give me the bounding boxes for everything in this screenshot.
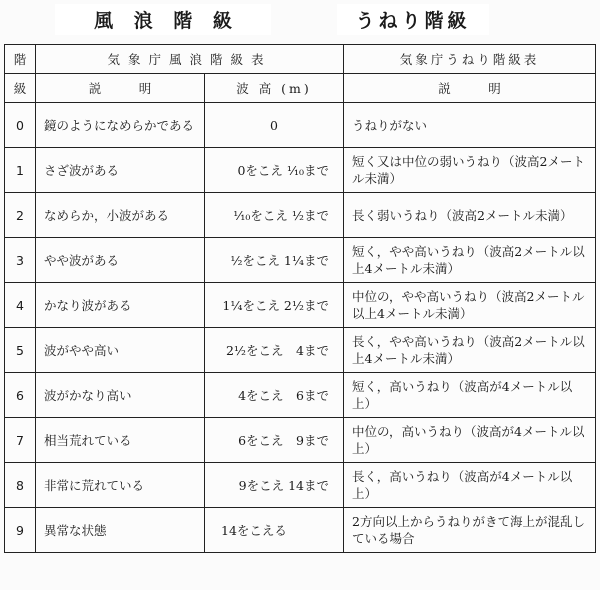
table-row xyxy=(5,148,596,193)
wave-height-cell: 6をこえ 9まで xyxy=(205,418,344,463)
level-cell: 3 xyxy=(5,238,36,283)
swell-description-cell: 2方向以上からうねりがきて海上が混乱している場合 xyxy=(344,508,596,553)
swell-description-cell: 短く又は中位の弱いうねり（波高2メートル未満） xyxy=(344,148,596,193)
wind-description-cell: やや波がある xyxy=(36,238,205,283)
table-row xyxy=(5,508,596,553)
table-row xyxy=(5,373,596,418)
table-row xyxy=(5,238,596,283)
wind-description-header: 説 明 xyxy=(36,74,205,103)
wind-description-cell: 相当荒れている xyxy=(36,418,205,463)
wave-height-cell: ½をこえ 1¼まで xyxy=(205,238,344,283)
level-cell: 9 xyxy=(5,508,36,553)
swell-description-cell: 中位の，やや高いうねり（波高2メートル以上4メートル未満） xyxy=(344,283,596,328)
table-row xyxy=(5,193,596,238)
table-row xyxy=(5,283,596,328)
level-cell: 5 xyxy=(5,328,36,373)
level-cell: 6 xyxy=(5,373,36,418)
wind-description-cell: 鏡のようになめらかである xyxy=(36,103,205,148)
wind-description-cell: さざ波がある xyxy=(36,148,205,193)
wind-description-cell: なめらか，小波がある xyxy=(36,193,205,238)
wave-height-cell: 2½をこえ 4まで xyxy=(205,328,344,373)
wave-height-cell: 4をこえ 6まで xyxy=(205,373,344,418)
swell-scale-title: うねり階級 xyxy=(337,4,489,35)
level-cell: 7 xyxy=(5,418,36,463)
wind-wave-scale-title: 風 浪 階 級 xyxy=(55,4,271,35)
level-cell: 4 xyxy=(5,283,36,328)
wind-description-cell: 異常な状態 xyxy=(36,508,205,553)
wave-height-cell: 0をこえ ⅒まで xyxy=(205,148,344,193)
swell-description-cell: うねりがない xyxy=(344,103,596,148)
swell-table-header: 気象庁うねり階級表 xyxy=(344,45,596,74)
table-row xyxy=(5,418,596,463)
header-row-1 xyxy=(5,45,596,74)
swell-description-cell: 長く弱いうねり（波高2メートル未満） xyxy=(344,193,596,238)
level-cell: 0 xyxy=(5,103,36,148)
swell-description-cell: 短く，高いうねり（波高が4メートル以上） xyxy=(344,373,596,418)
level-header-top: 階 xyxy=(5,45,36,74)
header-row-2 xyxy=(5,74,596,103)
swell-description-cell: 長く，やや高いうねり（波高2メートル以上4メートル未満） xyxy=(344,328,596,373)
wave-scale-table xyxy=(4,44,596,553)
level-header-bottom: 級 xyxy=(5,74,36,103)
wave-height-cell: ⅒をこえ ½まで xyxy=(205,193,344,238)
swell-description-cell: 長く，高いうねり（波高が4メートル以上） xyxy=(344,463,596,508)
wind-description-cell: かなり波がある xyxy=(36,283,205,328)
swell-description-header: 説 明 xyxy=(344,74,596,103)
wave-height-cell: 9をこえ 14まで xyxy=(205,463,344,508)
level-cell: 8 xyxy=(5,463,36,508)
table-row xyxy=(5,463,596,508)
wind-description-cell: 非常に荒れている xyxy=(36,463,205,508)
swell-description-cell: 短く，やや高いうねり（波高2メートル以上4メートル未満） xyxy=(344,238,596,283)
swell-description-cell: 中位の，高いうねり（波高が4メートル以上） xyxy=(344,418,596,463)
wave-height-cell: 0 xyxy=(205,103,344,148)
level-cell: 2 xyxy=(5,193,36,238)
wave-height-cell: 1¼をこえ 2½まで xyxy=(205,283,344,328)
wave-height-cell: 14をこえる xyxy=(205,508,344,553)
level-cell: 1 xyxy=(5,148,36,193)
wind-description-cell: 波がやや高い xyxy=(36,328,205,373)
table-row xyxy=(5,328,596,373)
wave-height-header: 波 高 (m) xyxy=(205,74,344,103)
wind-wave-table-header: 気象庁風浪階級表 xyxy=(36,45,344,74)
table-row xyxy=(5,103,596,148)
wind-description-cell: 波がかなり高い xyxy=(36,373,205,418)
